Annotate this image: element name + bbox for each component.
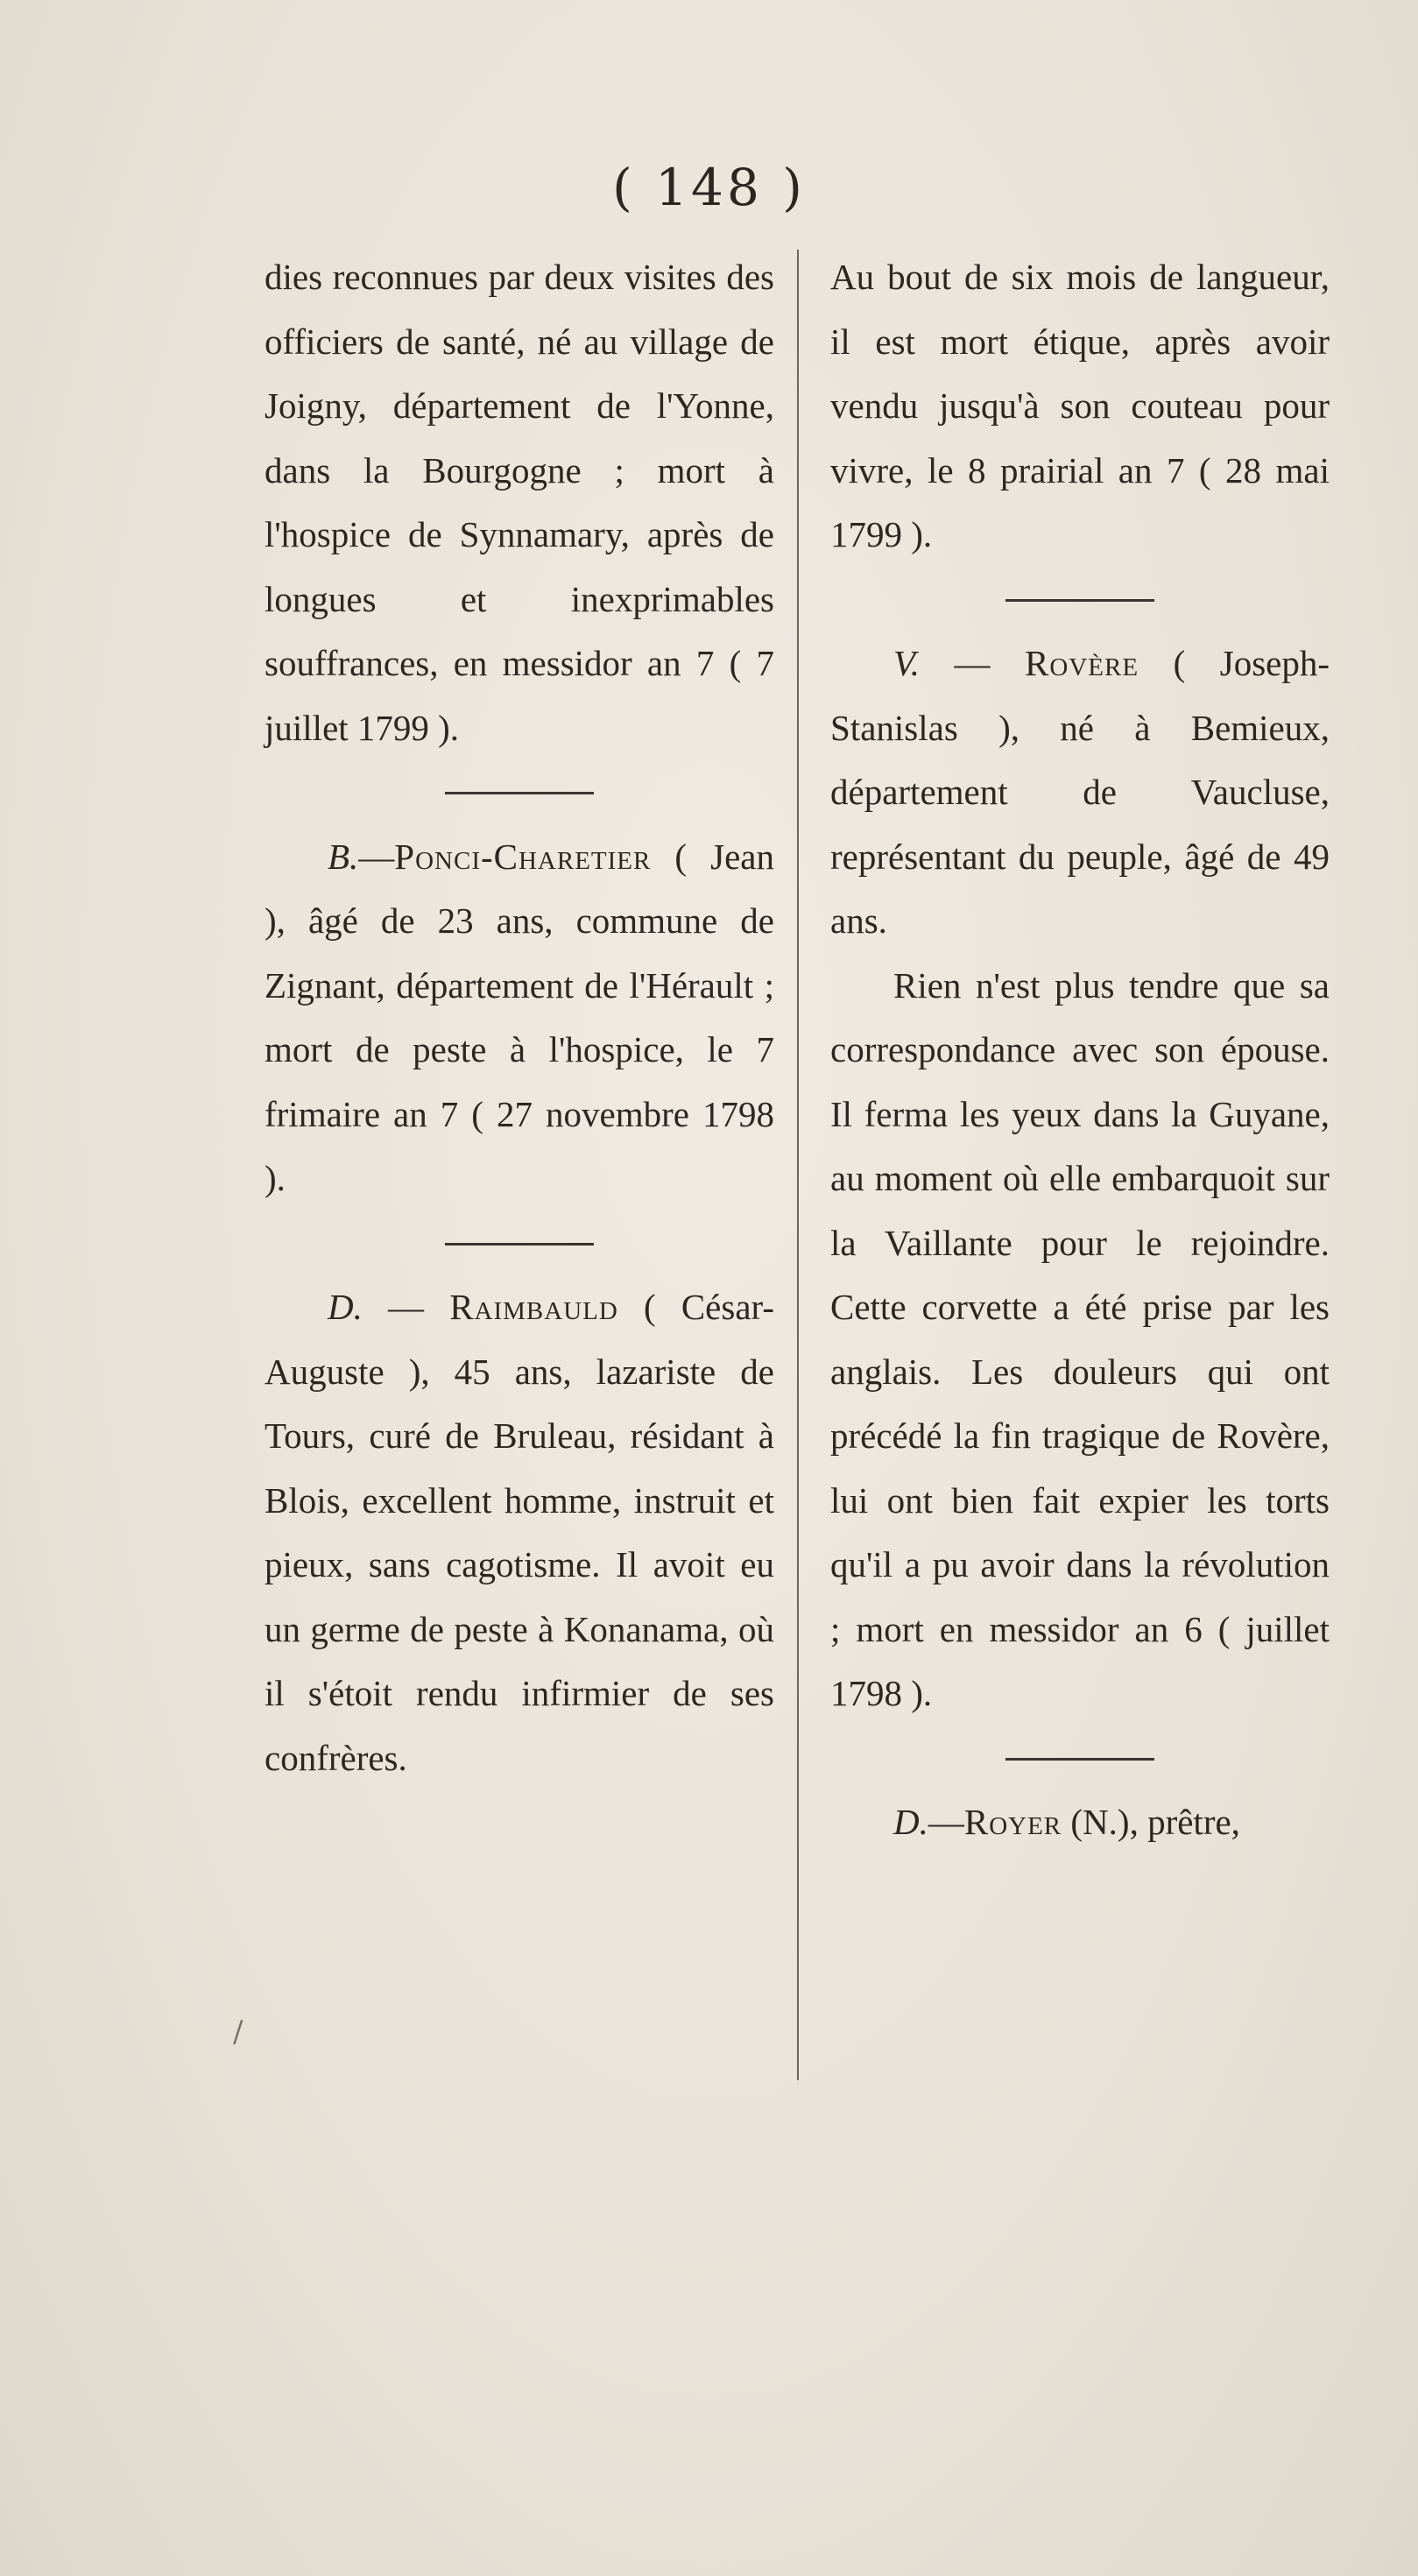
entry-letter: D. (328, 1287, 363, 1327)
separator-rule (265, 760, 774, 825)
entry-name: Raimbauld (449, 1287, 618, 1327)
entry-ponci-charetier (265, 825, 774, 1211)
entry-dash: — (920, 643, 1026, 683)
column-divider (797, 250, 799, 2080)
entry-raimbauld (265, 1275, 774, 1790)
separator-rule (830, 1726, 1330, 1791)
separator-rule (265, 1211, 774, 1276)
entry-name: Rovère (1025, 643, 1139, 683)
entry-letter: V. (893, 643, 921, 683)
entry-letter: D. (893, 1802, 928, 1842)
entry-dash: — (362, 1287, 450, 1327)
entry-text: ( Jean ), âgé de 23 ans, commune de Zignant, département de l'Hérault ; mort de peste à l'hospice, le 7 frimaire an 7 ( 27 novembre 1798 ). (265, 836, 774, 1198)
page-number: ( 148 ) (612, 158, 806, 217)
left-entry-continuation: dies reconnues par deux visites des officiers de santé, né au village de Joigny, département de l'Yonne, dans la Bourgogne ; mort à l'hospice de Synnamary, après de longues et inexprimables souffrances, en messidor an 7 ( 7 juillet 1799 ). (265, 257, 774, 748)
entry-name: Ponci-Charetier (394, 836, 652, 877)
right-column (830, 245, 1330, 1855)
rovere-paragraph: Rien n'est plus tendre que sa correspondance avec son épouse. Il ferma les yeux dans la Guyane, au moment où elle embarquoit sur la Vaillante pour le rejoindre. Cette corvette a été prise par les anglais. Les douleurs qui ont précédé la fin tragique de Rovère, lui ont bien fait expier les torts qu'il a pu avoir dans la révolution ; mort en messidor an 6 ( juillet 1798 ). (830, 964, 1330, 1713)
entry-letter: B. (328, 836, 359, 877)
entry-royer (830, 1790, 1330, 1855)
entry-name: Royer (963, 1802, 1062, 1842)
right-entry-continuation: Au bout de six mois de langueur, il est mort étique, après avoir vendu jusqu'à son couteau pour vivre, le 8 prairial an 7 ( 28 mai 1799 ). (830, 257, 1330, 554)
entry-rovere (830, 632, 1330, 954)
entry-text: ( Joseph-Stanislas ), né à Bemieux, département de Vaucluse, représentant du peuple, âgé de 49 ans. (830, 643, 1330, 941)
entry-dash: — (358, 836, 395, 877)
paper-speck: / (233, 2015, 243, 2050)
entry-text: ( César-Auguste ), 45 ans, lazariste de Tours, curé de Bruleau, résidant à Blois, excellent homme, instruit et pieux, sans cagotisme. Il avoit eu un germe de peste à Konanama, où il s'étoit rendu infirmier de ses confrères. (265, 1287, 775, 1778)
left-column (265, 245, 774, 1790)
separator-rule (830, 568, 1330, 632)
entry-dash: — (928, 1802, 964, 1842)
entry-text: (N.), prêtre, (1062, 1802, 1240, 1842)
